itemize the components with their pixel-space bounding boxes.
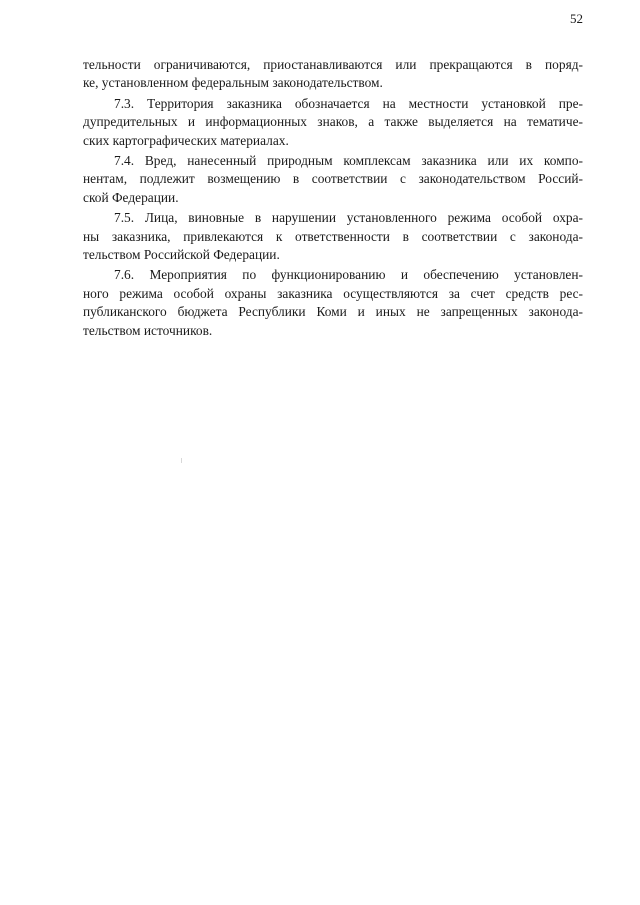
paragraph-7-6: [83, 266, 583, 340]
text-line: ного режима особой охраны заказника осуществляются за счет средств рес-: [83, 285, 583, 301]
text-line: ских картографических материалах.: [83, 132, 289, 148]
text-line: дупредительных и информационных знаков, а также выделяется на тематиче-: [83, 114, 583, 130]
text-line: нентам, подлежит возмещению в соответствии с законодательством Россий-: [83, 171, 583, 187]
text-line: 7.6. Мероприятия по функционированию и обеспечению установлен-: [114, 267, 583, 283]
document-body: [83, 56, 583, 340]
text-line: тельности ограничиваются, приостанавливаются или прекращаются в поряд-: [83, 57, 583, 72]
paragraph-continuation: [83, 56, 583, 93]
text-line: публиканского бюджета Республики Коми и иных не запрещенных законода-: [83, 304, 583, 320]
text-line: 7.3. Территория заказника обозначается на местности установкой пре-: [114, 95, 583, 111]
paragraph-7-4: [83, 152, 583, 207]
text-line: тельством источников.: [83, 322, 213, 338]
text-line: тельством Российской Федерации.: [83, 247, 280, 263]
text-line: ны заказника, привлекаются к ответственности в соответствии с законода-: [83, 228, 583, 244]
text-line: 7.5. Лица, виновные в нарушении установленного режима особой охра-: [114, 210, 583, 226]
paragraph-7-3: [83, 95, 583, 150]
paragraph-7-5: [83, 209, 583, 264]
text-line: ке, установленном федеральным законодательством.: [83, 75, 383, 91]
page-number: 52: [570, 11, 583, 26]
scan-artifact: [181, 458, 182, 463]
text-line: 7.4. Вред, нанесенный природным комплексам заказника или их компо-: [114, 153, 583, 169]
text-line: ской Федерации.: [83, 189, 179, 205]
